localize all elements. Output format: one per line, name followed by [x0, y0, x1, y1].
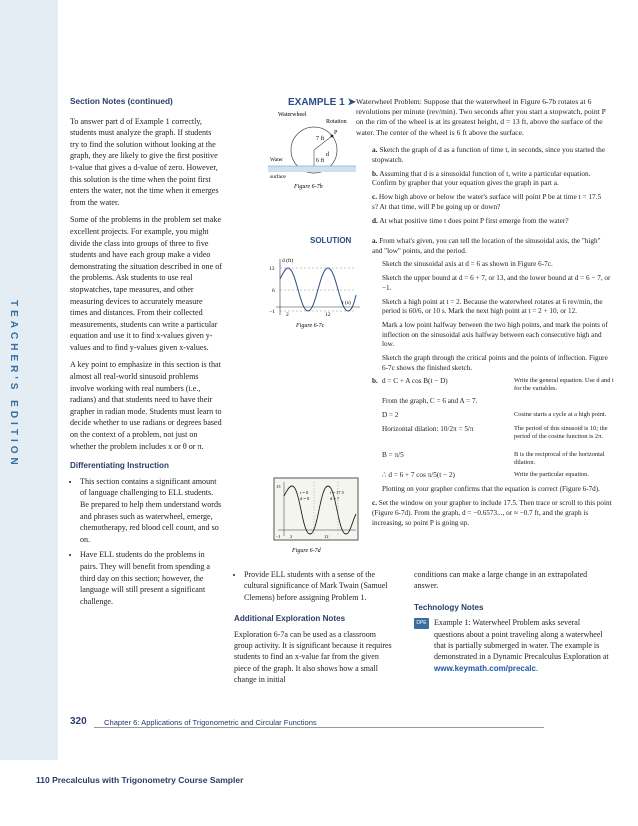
- figure-6-7d-caption: Figure 6-7d: [292, 548, 321, 554]
- fig-d-ym1: −1: [276, 534, 281, 539]
- technology-note-period: .: [535, 663, 538, 673]
- solution-c-label: c.: [372, 499, 377, 508]
- surface-label: surface: [270, 174, 286, 180]
- example-questions: [372, 145, 608, 230]
- teachers-edition-label: TEACHER'S EDITION: [8, 300, 19, 469]
- equation-left: D = 2: [382, 411, 399, 420]
- footer-rule: [94, 727, 544, 728]
- keymath-link[interactable]: www.keymath.com/precalc: [434, 663, 536, 673]
- equation-row: [372, 411, 612, 425]
- fig-d-y13: 13: [276, 484, 281, 489]
- equation-note: Write the particular equation.: [514, 471, 589, 479]
- equation-note: B is the reciprocal of the horizontal dilation.: [514, 451, 605, 467]
- six-ft-label: 6 ft: [316, 158, 325, 164]
- question-d-label: d.: [372, 215, 378, 225]
- fig-c-y13: 13: [269, 266, 275, 272]
- equation-left: d = C + A cos B(t − D): [382, 377, 448, 386]
- dynamic-exploration-icon: DPE: [414, 618, 429, 629]
- equation-row: [372, 377, 612, 397]
- fig-d-t2: t = 17.5: [330, 490, 344, 495]
- sampler-footer: 110 Precalculus with Trigonometry Course Sampler: [36, 775, 244, 785]
- example-intro: Waterwheel Problem: Suppose that the waterwheel in Figure 6-7b rotates at 6 revolutions per minute (rev/min). Two seconds after you start a stopwatch, point P on the rim of the wheel is at its greatest height, d = 13 ft, above the surface of the water. The center of the wheel is 6 ft above the surface.: [356, 97, 606, 137]
- page-number: 320: [70, 716, 87, 727]
- fig-d-d: d = 0: [300, 496, 310, 501]
- question-c: [372, 192, 608, 212]
- figure-6-7d: [272, 476, 362, 556]
- equation-row: [372, 471, 612, 485]
- question-c-text: How high above or below the water's surface will point P be at time t = 17.5 s? At that time, will P be going up or down?: [372, 192, 602, 211]
- equation-left: From the graph, C = 6 and A = 7.: [382, 397, 478, 406]
- additional-exploration-text: Exploration 6-7a can be used as a classroom group activity. It is significant because it requires students to find an x-value far from the given piece of the graph. It also shows how a small change in initial: [234, 629, 392, 685]
- fig-c-ym1: −1: [269, 309, 275, 315]
- solution-a-line: From what's given, you can tell the location of the sinusoidal axis, the "high" and "low" points, and the period.: [372, 237, 601, 255]
- solution-a-intro: [372, 237, 612, 256]
- solution-a-label: a.: [372, 237, 378, 245]
- water-surface: [268, 166, 356, 172]
- question-b-text: Assuming that d is a sinusoidal function of t, write a particular equation. Confirm by grapher that your equation gives the graph in part a.: [372, 168, 591, 188]
- rotation-label: Rotation: [326, 119, 347, 125]
- fig-d-x12: 12: [324, 534, 329, 539]
- example-title: [288, 97, 356, 108]
- ell-bullet-list: [234, 569, 394, 603]
- arrow-right-icon: ➤: [347, 97, 356, 108]
- differentiating-list: [70, 476, 222, 608]
- equation-note: The period of this sinusoid is 10; the period of the cosine function is 2π.: [514, 425, 608, 441]
- question-a: [372, 145, 608, 165]
- d-label: d: [326, 152, 329, 158]
- question-d: [372, 216, 608, 226]
- section-notes-heading: Section Notes (continued): [70, 96, 173, 106]
- equation-row: [372, 451, 612, 471]
- differentiating-heading: Differentiating Instruction: [70, 461, 169, 471]
- figure-6-7c: [266, 255, 362, 331]
- fig-c-x2: 2: [286, 312, 289, 318]
- equation-row: [372, 397, 612, 411]
- fig-c-ylabel: d (ft): [282, 258, 294, 264]
- fig-d-t: t = 0: [300, 490, 309, 495]
- technology-note-text: Example 1: Waterwheel Problem asks several questions about a point traveling along a waterwheel that is partially submerged in water. The example is demonstrated in a Dynamic Precalculus Exploration at: [434, 618, 609, 662]
- solution-a-line: Sketch the sinusoidal axis at d = 6 as shown in Figure 6-7c.: [382, 260, 553, 269]
- question-a-text: Sketch the graph of d as a function of time t, in seconds, since you started the stopwatch.: [372, 145, 606, 164]
- equation-left: Horizontal dilation: 10/2π = 5/π: [382, 425, 474, 434]
- question-b-label: b.: [372, 168, 378, 178]
- figure-6-7b: [268, 108, 356, 192]
- exploration-continued: conditions can make a large change in an extrapolated answer.: [414, 570, 588, 591]
- equation-left: B = π/5: [382, 451, 404, 460]
- chapter-title: Chapter 6: Applications of Trigonometric and Circular Functions: [104, 718, 317, 727]
- waterwheel-label: Waterwheel: [278, 112, 307, 118]
- solution-c: [372, 499, 612, 528]
- solution-body: [372, 237, 612, 532]
- equation-row: [372, 425, 612, 451]
- solution-b-label: b.: [372, 377, 378, 386]
- equation-note: Write the general equation. Use d and t for the variables.: [514, 377, 614, 393]
- equation-left: ∴ d = 6 + 7 cos π/5(t − 2): [382, 471, 455, 480]
- solution-c-text: Set the window on your grapher to include 17.5. Then trace or scroll to this point (Figure 6-7d). From the graph, d = −0.6573..., or ≈ −0.7 ft, and the graph is increasing, so point P is going up.: [372, 499, 612, 527]
- differentiating-item: • This section contains a significant amount of language challenging to ELL students. Be prepared to help them understand words and phrases such as waterwheel, emerge, chemotherapy, red blood cell count, and so on.: [80, 476, 222, 546]
- solution-a-line: Sketch a high point at t = 2. Because the waterwheel rotates at 6 rev/min, the period is 60/6, or 10 s. Mark the next high point at t = 2 + 10, or 12.: [382, 297, 603, 316]
- question-d-text: At what positive time t does point P first emerge from the water?: [379, 215, 569, 225]
- technology-notes-heading: Technology Notes: [414, 602, 484, 612]
- p-label: P: [334, 130, 338, 136]
- seven-ft-label: 7 ft: [316, 136, 325, 142]
- question-c-label: c.: [372, 192, 378, 202]
- solution-a-line: Mark a low point halfway between the two high points, and mark the points of inflection on the sinusoidal axis halfway between each consecutive high and low.: [382, 320, 608, 349]
- differentiating-item: • Have ELL students do the problems in pairs. They will benefit from spending a third day on this section; however, the language will still present a significant challenge.: [80, 549, 222, 607]
- bottom-column-2: [414, 569, 610, 674]
- grapher-screen: [274, 478, 358, 540]
- left-column: [70, 96, 222, 611]
- technology-note: [414, 617, 610, 674]
- bottom-column-1: [234, 569, 394, 686]
- question-b: [372, 169, 608, 189]
- additional-exploration-heading: Additional Exploration Notes: [234, 614, 346, 624]
- question-a-label: a.: [372, 145, 378, 154]
- solution-title: SOLUTION: [310, 236, 352, 245]
- equation-note: Cosine starts a cycle at a high point.: [514, 411, 607, 419]
- fig-d-d2: d = ?: [330, 496, 340, 501]
- figure-6-7b-caption: Figure 6-7b: [294, 184, 323, 190]
- fig-c-xlabel: t (s): [342, 300, 351, 306]
- fig-d-x2: 2: [290, 534, 293, 539]
- solution-b-block: [372, 377, 612, 495]
- solution-a-line: Sketch the graph through the critical points and the points of inflection. Figure 6-7c shows the finished sketch.: [382, 354, 608, 372]
- ell-bullet: • Provide ELL students with a sense of the cultural significance of Mark Twain (Samuel Clemens) before assigning Problem 1.: [244, 569, 394, 603]
- solution-b-end: Plotting on your grapher confirms that the equation is correct (Figure 6-7d).: [382, 485, 600, 494]
- notes-paragraph-2: Some of the problems in the problem set make excellent projects. For example, you might divide the class into groups of three to five students and have each group make a video demonstrating the situation described in one of the problems. Ask students to use real stopwatches, tape measures, and other measuring devices to accurately measure times and distances. From their collected measurements, students can write a particular equation and use it to find x-values given y-values and to find y-values given x-values.: [70, 215, 222, 352]
- point-p: [331, 135, 334, 138]
- notes-paragraph-1: To answer part d of Example 1 correctly, students must analyze the graph. If students try to find the solution without looking at the graph, they are likely to give the first positive t-value that gives a d-value of zero. However, this solution is the time when the point first enters the water, not the time when it emerges from the water.: [70, 116, 219, 207]
- water-label: Water: [270, 157, 283, 163]
- fig-c-x12: 12: [325, 312, 331, 318]
- fig-c-y6: 6: [272, 288, 275, 294]
- notes-paragraph-3: A key point to emphasize in this section is that almost all real-world sinusoid problems involve working with real numbers (i.e., radians) and that students need to have their grapher in radian mode. Students must learn to decide whether to use radians or degrees based on the context of a problem, not just on whether the problem includes x or θ or π.: [70, 360, 222, 451]
- solution-a-line: Sketch the upper bound at d = 6 + 7, or 13, and the lower bound at d = 6 − 7, or −1.: [382, 274, 611, 292]
- example-title-text: EXAMPLE 1: [288, 97, 345, 108]
- figure-6-7c-caption: Figure 6-7c: [296, 323, 325, 329]
